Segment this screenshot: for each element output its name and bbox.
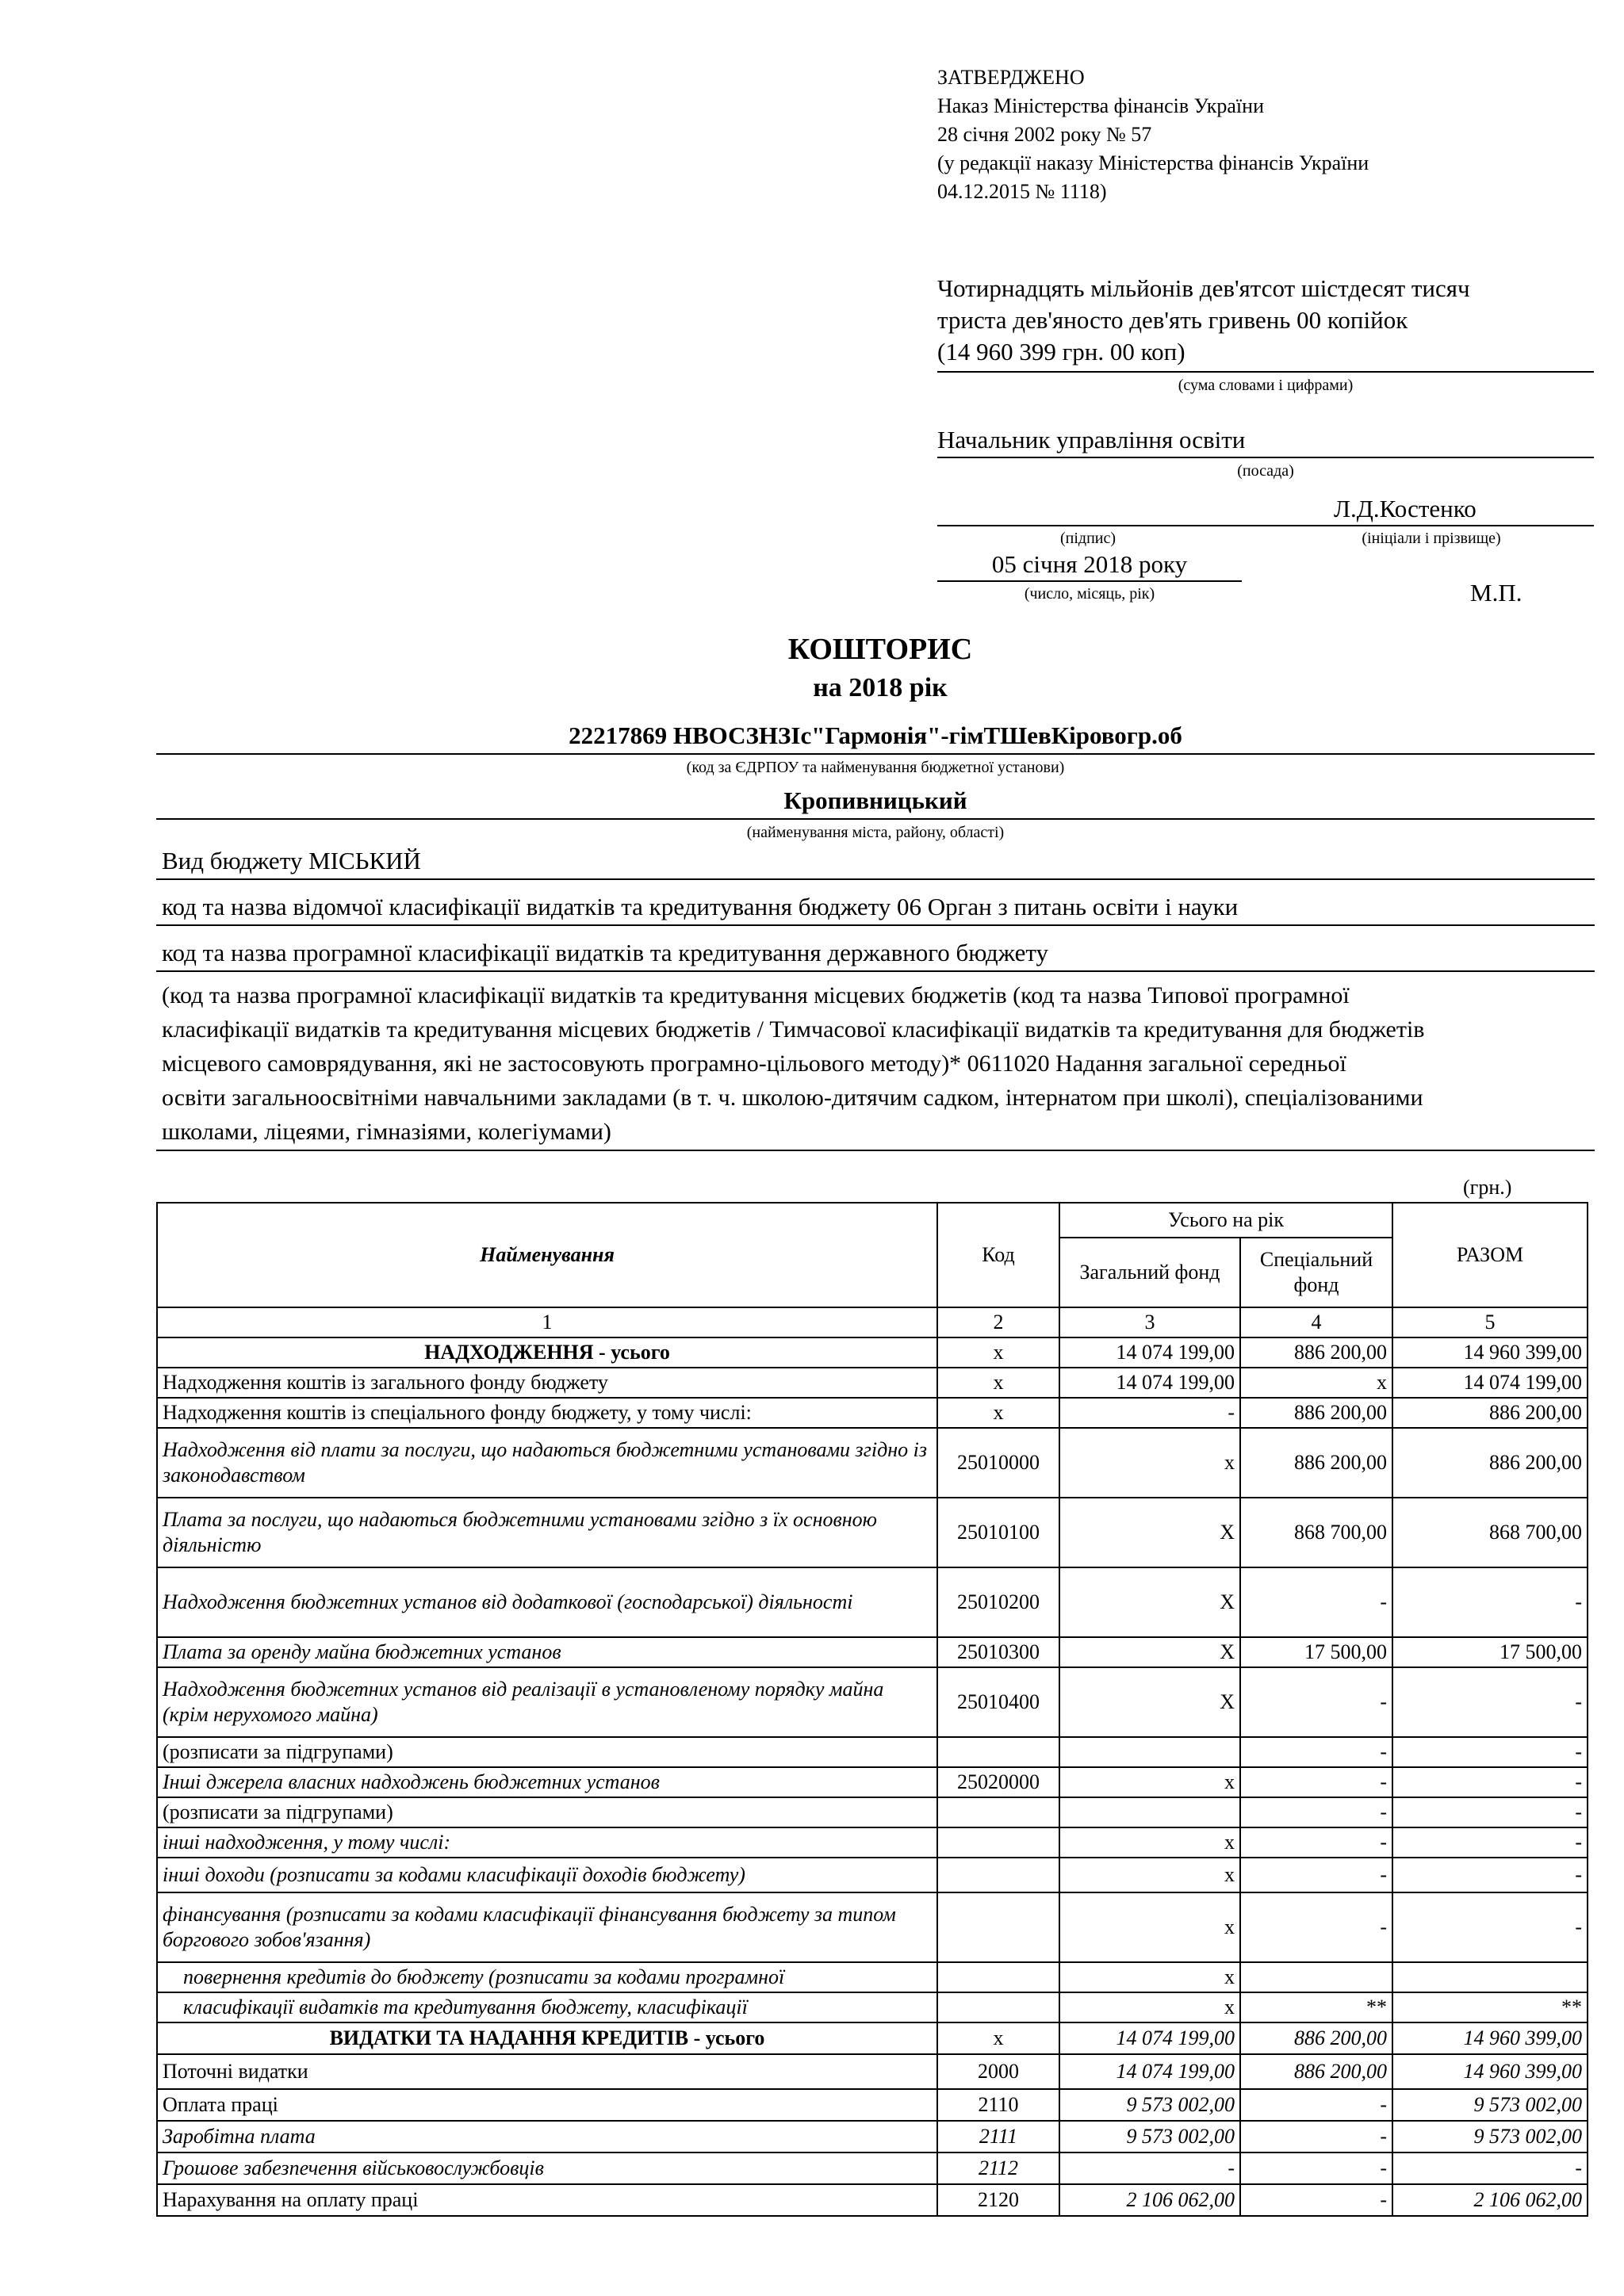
initials-caption: (ініціали і прізвище) [1362,530,1501,547]
row-total: 14 074 199,00 [1392,1368,1588,1398]
row-name: Надходження від плати за послуги, що надаються бюджетними установами згідно із законодавством [157,1428,937,1498]
row-special-fund: - [1240,1892,1392,1962]
row-code: х [937,2022,1059,2054]
table-row [157,2152,1588,2184]
row-general-fund: - [1059,2152,1240,2184]
row-total: - [1392,2152,1588,2184]
header-special-fund: Спеціальний фонд [1240,1238,1392,1307]
row-total: - [1392,1858,1588,1892]
institution-name: 22217869 НВОСЗНЗІс"Гармонія"-гімТШевКіровогр.об [569,721,1182,749]
table-row [157,1892,1588,1962]
row-general-fund: х [1059,1992,1240,2022]
row-name: Нарахування на оплату праці [157,2184,937,2216]
row-code: 2110 [937,2089,1059,2121]
table-row [157,1962,1588,1992]
institution-caption: (код за ЄДРПОУ та найменування бюджетної установи) [686,759,1065,776]
header-year-total: Усього на рік [1059,1203,1392,1238]
row-code [937,1962,1059,1992]
table-row [157,1428,1588,1498]
row-special-fund: х [1240,1368,1392,1398]
row-name: Надходження бюджетних установ від додаткової (господарської) діяльності [157,1567,937,1637]
row-total: 14 960 399,00 [1392,1337,1588,1368]
row-general-fund: х [1059,1858,1240,1892]
table-row [157,2121,1588,2152]
row-special-fund: 886 200,00 [1240,1337,1392,1368]
row-code: 25010000 [937,1428,1059,1498]
row-general-fund: 2 106 062,00 [1059,2184,1240,2216]
date-caption: (число, місяць, рік) [1024,585,1155,603]
row-code: 25010300 [937,1637,1059,1667]
row-special-fund: - [1240,1737,1392,1767]
row-special-fund: 886 200,00 [1240,1398,1392,1428]
row-special-fund: 868 700,00 [1240,1498,1392,1567]
row-general-fund: х [1059,1767,1240,1797]
row-code [937,1892,1059,1962]
row-total: 17 500,00 [1392,1637,1588,1667]
sum-in-words [937,273,1470,368]
row-name: Надходження бюджетних установ від реалізації в установленому порядку майна (крім нерухомого майна) [157,1667,937,1737]
row-name: класифікації видатків та кредитування бюджету, класифікації [157,1992,937,2022]
row-special-fund: - [1240,1797,1392,1827]
row-special-fund [1240,1962,1392,1992]
table-row [157,1858,1588,1892]
row-name: Плата за послуги, що надаються бюджетними установами згідно з їх основною діяльністю [157,1498,937,1567]
sum-words-line: триста дев'яносто дев'ять гривень 00 копійок [937,306,1408,334]
approval-line: Наказ Міністерства фінансів України [937,94,1264,117]
row-general-fund: 9 573 002,00 [1059,2121,1240,2152]
table-row [157,1737,1588,1767]
row-total: 886 200,00 [1392,1428,1588,1498]
row-code [937,1827,1059,1858]
row-special-fund: ** [1240,1992,1392,2022]
row-code: 2111 [937,2121,1059,2152]
table-row [157,1797,1588,1827]
signer-name: Л.Д.Костенко [1334,495,1477,522]
row-code: х [937,1398,1059,1428]
position-caption: (посада) [1237,462,1294,480]
header-name: Найменування [157,1203,937,1307]
row-total: - [1392,1567,1588,1637]
row-name: Надходження коштів із загального фонду бюджету [157,1368,937,1398]
row-total: - [1392,1892,1588,1962]
position: Начальник управління освіти [937,426,1246,453]
row-general-fund: 14 074 199,00 [1059,1368,1240,1398]
divider [156,1150,1595,1151]
column-number: 1 [157,1307,937,1337]
row-total: - [1392,1767,1588,1797]
table-row [157,1637,1588,1667]
row-general-fund: Х [1059,1498,1240,1567]
column-number: 2 [937,1307,1059,1337]
row-general-fund [1059,1797,1240,1827]
table-row [157,1368,1588,1398]
local-classification [162,978,1424,1149]
sum-caption: (сума словами і цифрами) [1178,377,1354,394]
row-name: Надходження коштів із спеціального фонду бюджету, у тому числі: [157,1398,937,1428]
row-general-fund: х [1059,1827,1240,1858]
row-general-fund: 9 573 002,00 [1059,2089,1240,2121]
row-name: НАДХОДЖЕННЯ - усього [157,1337,937,1368]
table-row [157,1992,1588,2022]
table-row [157,1398,1588,1428]
sum-words-line: Чотирнадцять мільйонів дев'ятсот шістдесят тисяч [937,274,1470,302]
row-name: (розписати за підгрупами) [157,1797,937,1827]
row-name: інші доходи (розписати за кодами класифікації доходів бюджету) [157,1858,937,1892]
divider [156,818,1595,820]
row-name: фінансування (розписати за кодами класифікації фінансування бюджету за типом боргового зобов'язання) [157,1892,937,1962]
city-caption: (найменування міста, району, області) [746,824,1005,841]
row-special-fund: - [1240,2152,1392,2184]
row-code: 25020000 [937,1767,1059,1797]
row-general-fund: х [1059,1962,1240,1992]
row-name: ВИДАТКИ ТА НАДАННЯ КРЕДИТІВ - усього [157,2022,937,2054]
row-total: ** [1392,1992,1588,2022]
approval-line: ЗАТВЕРДЖЕНО [937,66,1085,89]
column-number: 4 [1240,1307,1392,1337]
stamp-mark: М.П. [1470,579,1522,607]
row-special-fund: - [1240,2089,1392,2121]
approval-date: 05 січня 2018 року [991,550,1188,578]
row-special-fund: 886 200,00 [1240,2054,1392,2089]
row-special-fund: - [1240,2184,1392,2216]
row-general-fund [1059,1737,1240,1767]
row-code: 2000 [937,2054,1059,2089]
row-code [937,1737,1059,1767]
city-name: Кропивницький [783,786,967,814]
approval-line: (у редакції наказу Міністерства фінансів України [937,151,1369,174]
row-name: Заробітна плата [157,2121,937,2152]
row-name: інші надходження, у тому числі: [157,1827,937,1858]
row-code [937,1858,1059,1892]
header-total: РАЗОМ [1392,1203,1588,1307]
row-special-fund: - [1240,1858,1392,1892]
row-name: Плата за оренду майна бюджетних установ [157,1637,937,1667]
row-general-fund: 14 074 199,00 [1059,2022,1240,2054]
row-code: 25010400 [937,1667,1059,1737]
divider [937,580,1242,582]
divider [156,878,1595,880]
row-total: 9 573 002,00 [1392,2089,1588,2121]
table-row [157,1337,1588,1368]
row-general-fund: х [1059,1428,1240,1498]
table-row [157,2089,1588,2121]
approval-stamp [937,63,1369,206]
row-code: 2112 [937,2152,1059,2184]
row-total: 2 106 062,00 [1392,2184,1588,2216]
row-special-fund: - [1240,1827,1392,1858]
row-general-fund: Х [1059,1637,1240,1667]
budget-type: Вид бюджету МІСЬКИЙ [162,847,421,874]
table-row [157,2054,1588,2089]
row-total: - [1392,1737,1588,1767]
row-total [1392,1962,1588,1992]
row-name: Грошове забезпечення військовослужбовців [157,2152,937,2184]
estimate-table [156,1202,1588,2217]
row-special-fund: - [1240,1667,1392,1737]
divider [937,371,1594,373]
approval-line: 28 січня 2002 року № 57 [937,123,1152,146]
row-general-fund: - [1059,1398,1240,1428]
local-class-line: школами, ліцеями, гімназіями, колегіумами) [162,1119,611,1145]
table-row [157,1567,1588,1637]
page-title: КОШТОРИС [787,633,973,666]
header-general-fund: Загальний фонд [1059,1238,1240,1307]
row-total: 886 200,00 [1392,1398,1588,1428]
row-code: 25010100 [937,1498,1059,1567]
sum-digits: (14 960 399 грн. 00 коп) [937,338,1185,365]
row-special-fund: - [1240,2121,1392,2152]
department-classification: код та назва відомчої класифікації видатків та кредитування бюджету 06 Орган з питань освіти і науки [162,893,1239,920]
row-general-fund: 14 074 199,00 [1059,2054,1240,2089]
local-class-line: місцевого самоврядування, які не застосовують програмно-цільового методу)* 0611020 Надання загальної середньої [162,1050,1346,1077]
page-subtitle: на 2018 рік [813,673,948,702]
row-special-fund: - [1240,1567,1392,1637]
row-code: х [937,1337,1059,1368]
row-name: Поточні видатки [157,2054,937,2089]
row-total: 868 700,00 [1392,1498,1588,1567]
header-code: Код [937,1203,1059,1307]
divider [937,457,1594,458]
signature-caption: (підпис) [1059,530,1116,547]
row-general-fund: Х [1059,1567,1240,1637]
column-number: 3 [1059,1307,1240,1337]
divider [937,525,1594,526]
table-row [157,1767,1588,1797]
row-special-fund: - [1240,1767,1392,1797]
row-code: 2120 [937,2184,1059,2216]
row-special-fund: 17 500,00 [1240,1637,1392,1667]
row-name: (розписати за підгрупами) [157,1737,937,1767]
divider [156,924,1595,926]
table-row [157,2022,1588,2054]
row-special-fund: 886 200,00 [1240,2022,1392,2054]
table-row [157,1827,1588,1858]
row-special-fund: 886 200,00 [1240,1428,1392,1498]
row-total: 14 960 399,00 [1392,2054,1588,2089]
local-class-line: класифікації видатків та кредитування місцевих бюджетів / Тимчасової класифікації видатків та кредитування для бюджетів [162,1016,1425,1043]
row-total: 14 960 399,00 [1392,2022,1588,2054]
row-code [937,1992,1059,2022]
program-classification: код та назва програмної класифікації видатків та кредитування державного бюджету [162,939,1049,966]
local-class-line: освіти загальноосвітніми навчальними закладами (в т. ч. школою-дитячим садком, інтернатом при школі), спеціалізованими [162,1085,1423,1111]
row-name: Оплата праці [157,2089,937,2121]
table-row [157,1667,1588,1737]
row-general-fund: х [1059,1892,1240,1962]
row-code: 25010200 [937,1567,1059,1637]
currency-unit: (грн.) [1463,1176,1512,1199]
divider [156,753,1595,755]
row-total: - [1392,1797,1588,1827]
column-number: 5 [1392,1307,1588,1337]
row-name: Інші джерела власних надходжень бюджетних установ [157,1767,937,1797]
row-code [937,1797,1059,1827]
row-code: х [937,1368,1059,1398]
row-total: - [1392,1667,1588,1737]
row-name: повернення кредитів до бюджету (розписати за кодами програмної [157,1962,937,1992]
row-general-fund: 14 074 199,00 [1059,1337,1240,1368]
table-row [157,2184,1588,2216]
row-general-fund: Х [1059,1667,1240,1737]
local-class-line: (код та назва програмної класифікації видатків та кредитування місцевих бюджетів (код та назва Типової програмної [162,982,1350,1008]
row-total: - [1392,1827,1588,1858]
table-row [157,1498,1588,1567]
row-total: 9 573 002,00 [1392,2121,1588,2152]
approval-line: 04.12.2015 № 1118) [937,180,1107,203]
divider [156,970,1595,972]
